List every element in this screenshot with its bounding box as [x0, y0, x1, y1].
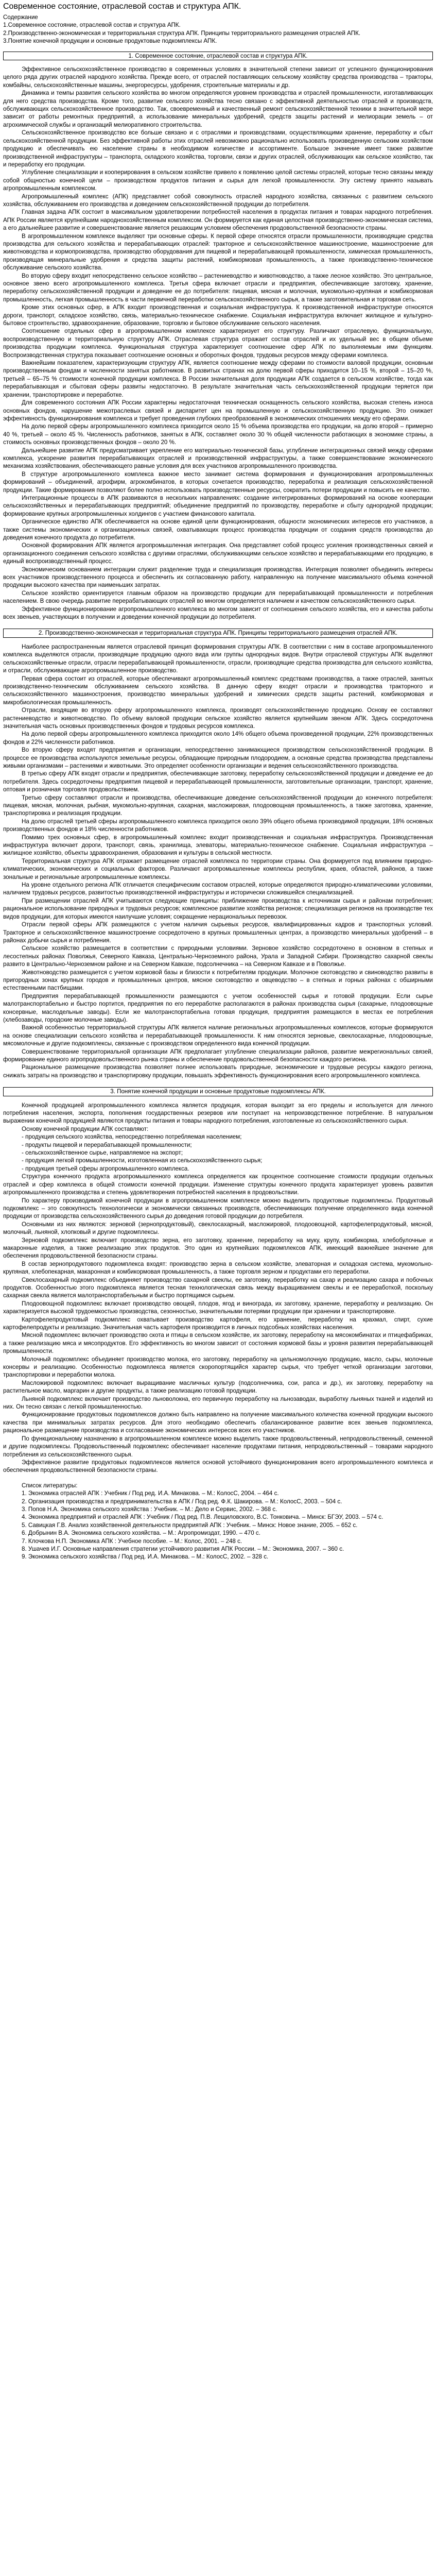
document-body [3, 52, 433, 1475]
reference-item: 8. Ушачев И.Г. Основные направления стратегии устойчивого развития АПК России. – М.: Экономика, 2007. – 360 с. [22, 1545, 344, 1552]
paragraph: Отрасли первой сферы АПК размещаются с учетом наличия сырьевых ресурсов, квалифицированных кадров и транспортных условий. Тракторное и сельскохозяйственное машиностроение сосредоточено в крупных промышленных центрах, а производство минеральных удобрений – в районах добычи сырья и потребления. [3, 921, 433, 944]
paragraph: Мясной подкомплекс включает производство скота и птицы в сельском хозяйстве, их заготовку, переработку на мясокомбинатах и птицефабриках, а также реализацию мяса и мясопродуктов. Его эффективность во многом зависит от состояния кормовой базы и уровня развития перерабатывающей промышленности. [3, 1332, 433, 1355]
toc-heading: Содержание [3, 14, 38, 21]
section-heading-box [3, 52, 433, 60]
reference-item: 4. Экономика предприятий и отраслей АПК : Учебник / Под ред. П.В. Лещиловского, В.С. Тонковича. – Минск: БГЭУ, 2003. – 574 с. [22, 1514, 383, 1521]
paragraph: Третью сферу составляют отрасли и производства, обеспечивающие доведение сельскохозяйственной продукции до конечного потребителя: пищевая, мясная, молочная, рыбная, мукомольно-крупяная, сахарная, масложировая, плодоовощная промышленность, а также заготовка, хранение, транспортировка и реализация продукции. [3, 794, 433, 817]
paragraph: Основной формирования АПК является агропромышленная интеграция. Она представляет собой процесс усиления производственных связей и организационного соединения сельского хозяйства с другими отраслями, обслуживающими сельское хозяйство и перерабатывающими его продукцию, в единый воспроизводственный процесс. [3, 542, 433, 565]
section [3, 1087, 433, 1475]
paragraph: Молочный подкомплекс объединяет производство молока, его заготовку, переработку на цельномолочную продукцию, масло, сыры, молочные консервы и реализацию. Особенностью подкомплекса является скоропортящийся характер сырья, что требует четкой организации заготовки, транспортировки и переработки молока. [3, 1355, 433, 1379]
section-heading-box [3, 629, 433, 637]
paragraph: Важнейшим показателем, характеризующим структуру АПК, является соотношение между сферами по стоимости валовой продукции, основным производственным фондам и численности занятых работников. В развитых странах на долю первой сферы приходится 10–15 %, второй – 15–20 %, третьей – 65–75 % стоимости конечной продукции комплекса. В России значительная доля продукции АПК создается в сельском хозяйстве, тогда как перерабатывающая и сбытовая сферы развиты недостаточно. В результате значительная часть сельскохозяйственной продукции теряется при хранении, транспортировке и переработке. [3, 360, 433, 398]
toc-item[interactable]: 3.Понятие конечной продукции и основные продуктовые подкомплексы АПК. [3, 38, 217, 45]
paragraph: Важной особенностью территориальной структуры АПК является наличие региональных агропромышленных комплексов, которые формируются на основе специализации сельского хозяйства и перерабатывающей промышленности. К ним относятся зерновые, свеклосахарные, плодоовощные, мясомолочные и другие подкомплексы, связанные с производством определенного вида конечной продукции. [3, 1024, 433, 1047]
paragraph: Для современного состояния АПК России характерны недостаточная техническая оснащенность сельского хозяйства, высокая степень износа основных фондов, нарушение межотраслевых связей и диспаритет цен на промышленную и сельскохозяйственную продукцию. Это снижает эффективность функционирования комплекса и требует проведения глубоких преобразований в экономических отношениях между его сферами. [3, 399, 433, 422]
paragraph: Интеграционные процессы в АПК развиваются в нескольких направлениях: создание интегрированных формирований на основе кооперации сельскохозяйственных и перерабатывающих предприятий; объединение предприятий по производству, переработке и сбыту однородной продукции; формирование крупных агропромышленных холдингов с участием финансового капитала. [3, 494, 433, 517]
paragraph: Во вторую сферу входит непосредственно сельское хозяйство – растениеводство и животноводство, а также лесное хозяйство. Это центральное, основное звено всего агропромышленного комплекса. Третья сфера включает отрасли и предприятия, обеспечивающие заготовку, хранение, переработку сельскохозяйственной продукции и доведение ее до потребителя: пищевая, мясная и молочная, мукомольно-крупяная и комбикормовая промышленность, легкая промышленность в части первичной переработки сельскохозяйственного сырья, а также заготовительная и торговая сеть. [3, 272, 433, 303]
section [3, 629, 433, 1079]
paragraph: Агропромышленный комплекс (АПК) представляет собой совокупность отраслей народного хозяйства, связанных с развитием сельского хозяйства, обслуживанием его производства и доведением сельскохозяйственной продукции до потребителя. [3, 193, 433, 208]
paragraph: При размещении отраслей АПК учитываются следующие принципы: приближение производства к источникам сырья и районам потребления; рациональное использование природных и трудовых ресурсов; комплексное развитие хозяйства регионов; специализация регионов на производстве тех видов продукции, для которых имеются наилучшие условия; сокращение нерациональных перевозок. [3, 897, 433, 920]
paragraph: По функциональному назначению в агропромышленном комплексе можно выделить также продовольственный, непродовольственный, семенной и другие подкомплексы. Продовольственный подкомплекс обеспечивает население продуктами питания, непродовольственный – товарами народного потребления из сельскохозяйственного сырья. [3, 1435, 433, 1458]
section-heading-box [3, 1087, 433, 1096]
reference-item: 3. Попов Н.А. Экономика сельского хозяйства : Учебник. – М.: Дело и Сервис, 2002. – 368 с. [22, 1505, 277, 1513]
paragraph: Льняной подкомплекс включает производство льноволокна, его первичную переработку на льнозаводах, выработку льняных тканей и изделий из них. Он тесно связан с легкой промышленностью. [3, 1395, 433, 1411]
paragraph: Плодоовощной подкомплекс включает производство овощей, плодов, ягод и винограда, их заготовку, хранение, переработку и реализацию. Он характеризуется высокой трудоемкостью производства, сезонностью, значительными потерями продукции при хранении и транспортировке. [3, 1300, 433, 1315]
paragraph: Зерновой подкомплекс включает производство зерна, его заготовку, хранение, переработку на муку, крупу, комбикорма, хлебобулочные и макаронные изделия, а также реализацию этих продуктов. Это один из крупнейших подкомплексов АПК, имеющий важнейшее значение для обеспечения продовольственной безопасности страны. [3, 1236, 433, 1260]
paragraph: Во вторую сферу входят предприятия и организации, непосредственно занимающиеся производством сельскохозяйственной продукции. В процессе ее производства используются земельные ресурсы, обладающие природным плодородием, а основные средства производства представлены живыми организмами – растениями и животными. Это определяет особенности организации и ведения сельскохозяйственного производства. [3, 747, 433, 769]
section-heading: 3. Понятие конечной продукции и основные продуктовые подкомплексы АПК. [110, 1088, 326, 1095]
paragraph: На долю отраслей третьей сферы агропромышленного комплекса приходится около 39% общего объема производимой продукции, 18% основных производственных фондов и 18% численности работников. [3, 818, 433, 833]
paragraph: Масложировой подкомплекс включает выращивание масличных культур (подсолнечника, сои, рапса и др.), их заготовку, переработку на растительное масло, маргарин и другие продукты, а также реализацию готовой продукции. [3, 1379, 433, 1395]
paragraph: В структуре агропромышленного комплекса важное место занимает система формирования и функционирования агропромышленных формирований – объединений, агрофирм, агрокомбинатов, в которых сочетается производство, переработка и реализация сельскохозяйственной продукции. Такие формирования позволяют более полно использовать производственные ресурсы, сократить потери продукции и повысить ее качество. [3, 470, 433, 494]
paragraph: Предприятия перерабатывающей промышленности размещаются с учетом особенностей сырья и готовой продукции. Если сырье малотранспортабельно и быстро портится, предприятия по его переработке располагаются в районах производства сырья (сахарные, плодоовощные консервные, маслодельные заводы). Если же малотранспортабельна готовая продукция, предприятия размещаются в местах ее потребления (хлебозаводы, городские молочные заводы). [3, 992, 433, 1023]
references-heading: Список литературы: [22, 1482, 78, 1489]
paragraph: Сельскохозяйственное производство все больше связано и с отраслями и производствами, осуществляющими хранение, переработку и сбыт сельскохозяйственной продукции. Без эффективной работы этих отраслей невозможно рационально использовать произведенную сельским хозяйством продукцию и обеспечивать ею население страны в необходимом количестве и ассортименте. Большое значение имеет также развитие производственной инфраструктуры – транспорта, складского хозяйства, торговли, связи и других отраслей, обслуживающих как сельское хозяйство, так и переработку его продукции. [3, 129, 433, 168]
list-item: - сельскохозяйственное сырье, направляемое на экспорт; [22, 1149, 183, 1157]
paragraph: Животноводство размещается с учетом кормовой базы и близости к потребителям продукции. Молочное скотоводство и свиноводство развиты в пригородных зонах крупных городов и промышленных центров, мясное скотоводство и овцеводство – в степных и горных районах с обширными естественными пастбищами. [3, 969, 433, 992]
paragraph: На долю первой сферы агропромышленного комплекса приходится около 14% общего объема произведенной продукции, 22% производственных фондов и 22% численности работников. [3, 731, 433, 745]
paragraph: Отрасли, входящие во вторую сферу агропромышленного комплекса, производят сельскохозяйственную продукцию. Основу ее составляют растениеводство и животноводство. По объему валовой продукции сельское хозяйство является крупнейшим звеном АПК. Здесь сосредоточена значительная часть основных производственных фондов и трудовых ресурсов комплекса. [3, 707, 433, 730]
paragraph: Экономическим основанием интеграции служит разделение труда и специализация производства. Интеграция позволяет объединить интересы всех участников производственного процесса и обеспечить их согласованную работу, направленную на получение максимального объема конечной продукции высокого качества при наименьших затратах. [3, 566, 433, 589]
paragraph: Свеклосахарный подкомплекс объединяет производство сахарной свеклы, ее заготовку, переработку на сахар и реализацию сахара и побочных продуктов. Особенностью этого подкомплекса является тесная технологическая связь между выращиванием свеклы и ее переработкой, поскольку сахарная свекла является малотранспортабельным и быстро портящимся сырьем. [3, 1276, 433, 1299]
toc-item[interactable]: 2.Производственно-экономическая и территориальная структура АПК. Принципы территориального размещения отраслей АПК. [3, 29, 361, 37]
paragraph: Картофелепродуктовый подкомплекс охватывает производство картофеля, его хранение, переработку на крахмал, спирт, сухие картофелепродукты и реализацию. Значительная часть картофеля производится в личных подсобных хозяйствах населения. [3, 1316, 433, 1331]
paragraph: Основными из них являются: зерновой (зернопродуктовый), свеклосахарный, масложировой, плодоовощной, картофелепродуктовый, мясной, молочный, льняной, хлопковый и другие подкомплексы. [3, 1221, 433, 1236]
references-list [3, 1489, 433, 1561]
paragraph: Структура конечного продукта агропромышленного комплекса определяется как процентное соотношение стоимости продукции отдельных отраслей и сфер комплекса в общей стоимости конечной продукции. Изменение структуры конечного продукта характеризует уровень развития агропромышленного производства и степень удовлетворения потребностей населения в продовольствии. [3, 1173, 433, 1196]
paragraph: Совершенствование территориальной организации АПК предполагает углубление специализации районов, развитие межрегиональных связей, формирование единого агропродовольственного рынка страны и обеспечение продовольственной безопасности каждого региона. [3, 1048, 433, 1063]
paragraph: Помимо трех основных сфер, в агропромышленный комплекс входит производственная и социальная инфраструктура. Производственная инфраструктура включает дороги, транспорт, связь, хранилища, элеваторы, материально-техническое снабжение. Социальная инфраструктура – жилищное хозяйство, объекты здравоохранения, образования и культуры в сельской местности. [3, 834, 433, 857]
paragraph: Территориальная структура АПК отражает размещение отраслей комплекса по территории страны. Она формируется под влиянием природно-климатических, экономических и социальных факторов. Различают агропромышленные комплексы республик, краев, областей, районов, а также зональные и региональные агропромышленные комплексы. [3, 857, 433, 880]
section-heading: 2. Производственно-экономическая и территориальная структура АПК. Принципы территориального размещения отраслей АПК. [38, 630, 398, 637]
paragraph: Конечной продукцией агропромышленного комплекса является продукция, которая выходит за его пределы и используется для личного потребления населения, экспорта, пополнения государственных резервов или поступает на непроизводственное потребление. В натуральном выражении конечной продукцией являются продукты питания и товары народного потребления, изготовленные из сельскохозяйственного сырья. [3, 1101, 433, 1125]
paragraph: Динамика и темпы развития сельского хозяйства во многом определяются уровнем производства и отраслей промышленности, изготавливающих для него средства производства. Кроме того, развитие сельского хозяйства тесно связано с эффективной деятельностью отраслей и производств, обслуживающих сельскохозяйственное производство. Так, своевременный и качественный ремонт сельскохозяйственной техники в значительной мере зависит от работы ремонтных предприятий, а использование минеральных удобрений, средств защиты растений и мелиорации земель – от агрохимической службы и организаций мелиоративного строительства. [3, 90, 433, 128]
paragraph: В состав зернопродуктового подкомплекса входят: производство зерна в сельском хозяйстве, элеваторная и складская система, мукомольно-крупяная, хлебопекарная, макаронная и комбикормовая промышленность, а также торговля зерном и продуктами его переработки. [3, 1260, 433, 1276]
paragraph: На уровне отдельного региона АПК отличается специфическим составом отраслей, которые определяются природно-климатическими условиями, наличием трудовых ресурсов, развитостью производственной инфраструктуры и исторически сложившейся специализацией. [3, 882, 433, 896]
reference-item: 5. Савицкая Г.В. Анализ хозяйственной деятельности предприятий АПК : Учебник. – Минск: Новое знание, 2005. – 652 с. [22, 1521, 358, 1529]
paragraph: Кроме этих основных сфер, в АПК входит производственная и социальная инфраструктура. К производственной инфраструктуре относятся дороги, транспорт, складское хозяйство, связь, материально-техническое снабжение. Социальная инфраструктура включает жилищное и культурно-бытовое строительство, здравоохранение, образование, торговлю и бытовое обслуживание сельского населения. [3, 304, 433, 327]
list-item: - продукты пищевой и перерабатывающей промышленности; [22, 1141, 192, 1148]
paragraph: В агропромышленном комплексе выделяют три основные сферы. К первой сфере относятся отрасли промышленности, производящие средства производства для сельского хозяйства и перерабатывающих отраслей: тракторное и сельскохозяйственное машиностроение, машиностроение для животноводства и кормопроизводства, производство оборудования для пищевой и перерабатывающей промышленности, химическая промышленность, производящая минеральные удобрения и средства защиты растений, комбикормовая промышленность, а также производственно-техническое обслуживание сельского хозяйства. [3, 232, 433, 272]
paragraph: Органическое единство АПК обеспечивается на основе единой цели функционирования, общности экономических интересов его участников, а также системы экономических и организационных связей, охватывающих процесс производства продукции от создания средств производства до доведения конечного продукта до потребителя. [3, 518, 433, 541]
paragraph: По характеру производимой конечной продукции в агропромышленном комплексе можно выделить продуктовые подкомплексы. Продуктовый подкомплекс – это совокупность технологически и экономически связанных производств, обеспечивающих получение определенного вида конечной продукции от производства сельскохозяйственного сырья до доведения готовой продукции до потребителя. [3, 1197, 433, 1220]
section [3, 52, 433, 621]
list-item: - продукция сельского хозяйства, непосредственно потребляемая населением; [22, 1133, 242, 1141]
section-heading: 1. Современное состояние, отраслевой состав и структура АПК. [128, 52, 308, 59]
paragraph: Соотношение отдельных сфер в агропромышленном комплексе характеризует его структуру. Различают отраслевую, функциональную, воспроизводственную и территориальную структуру АПК. Отраслевая структура отражает состав отраслей и их удельный вес в общем объеме производства продукции комплекса. Функциональная структура характеризует соотношение сфер АПК по выполняемым ими функциям. Воспроизводственная структура показывает соотношение основных и оборотных фондов, трудовых ресурсов между сферами комплекса. [3, 328, 433, 359]
paragraph: Функционирование продуктовых подкомплексов должно быть направлено на получение максимального количества конечной продукции высокого качества при минимальных затратах ресурсов. Для этого необходимо обеспечить сбалансированное развитие всех звеньев подкомплекса, рациональное размещение производства и согласование экономических интересов всех его участников. [3, 1411, 433, 1434]
reference-item: 7. Клочкова Н.П. Экономика АПК : Учебное пособие. – М.: Колос, 2001. – 248 с. [22, 1537, 242, 1545]
paragraph: Эффективное функционирование агропромышленного комплекса во многом зависит от соотношения сельского хозяйства, его и качества работы всех звеньев, участвующих в получении и доведении конечной продукции до потребителя. [3, 605, 433, 621]
paragraph: Эффективное развитие продуктовых подкомплексов является основой устойчивого функционирования всего агропромышленного комплекса и обеспечения продовольственной безопасности страны. [3, 1459, 433, 1474]
list-item: - продукция легкой промышленности, изготовленная из сельскохозяйственного сырья; [22, 1157, 263, 1164]
paragraph: Углубление специализации и кооперирования в сельском хозяйстве привело к появлению целой системы отраслей, которые тесно связаны между собой общностью конечной цели – производством продуктов питания и сырья для легкой промышленности. Эту систему принято называть агропромышленным комплексом. [3, 169, 433, 192]
paragraph: Основу конечной продукции АПК составляют: [22, 1125, 149, 1132]
paragraph: Главная задача АПК состоит в максимальном удовлетворении потребностей населения в продуктах питания и товарах народного потребления. АПК России является крупнейшим народнохозяйственным комплексом. Он формируется как единая целостная производственно-экономическая система, а его дальнейшее развитие и совершенствование является решающим условием обеспечения продовольственной безопасности страны. [3, 209, 433, 232]
paragraph: Наиболее распространенным является отраслевой принцип формирования структуры АПК. В соответствии с ним в составе агропромышленного комплекса выделяются отрасли, производящие продукцию одного вида или группы однородных видов. Внутри отраслевой структуры АПК выделяют сельскохозяйственные отрасли, отрасли перерабатывающей промышленности, отрасли, производящие средства производства для сельского хозяйства, и отрасли, обслуживающие агропромышленное производство. [3, 643, 433, 674]
paragraph: На долю первой сферы агропромышленного комплекса приходится около 15 % объема производства его продукции, на долю второй – примерно 40 %, третьей – около 45 %. Численность работников, занятых в АПК, составляет около 30 % общей численности работающих в экономике страны, а стоимость основных производственных фондов – около 20 %. [3, 423, 433, 446]
paragraph: В третью сферу АПК входят отрасли и предприятия, обеспечивающие заготовку, переработку сельскохозяйственной продукции и доведение ее до потребителя. Здесь сосредоточены предприятия пищевой и перерабатывающей промышленности, заготовительные организации, транспорт, хранение, оптовая и розничная торговля продовольствием. [3, 770, 433, 793]
list-item: - продукция третьей сферы агропромышленного комплекса. [22, 1165, 189, 1172]
references-section [3, 1482, 433, 1561]
paragraph: Эффективное сельскохозяйственное производство в современных условиях в значительной степени зависит от успешного функционирования целого ряда других отраслей народного хозяйства. Прежде всего, от отраслей поставляющих сельскому хозяйству средства производства – тракторы, комбайны, сельскохозяйственные машины, энергоресурсы, удобрения, строительные материалы и др. [3, 66, 433, 89]
paragraph: Сельское хозяйство размещается в соответствии с природными условиями. Зерновое хозяйство сосредоточено в основном в степных и лесостепных районах Поволжья, Северного Кавказа, Центрально-Черноземного района, Урала и Западной Сибири. Производство сахарной свеклы развито в Центрально-Черноземном районе и на Северном Кавказе, подсолнечника – на Северном Кавказе и в Поволжье. [3, 945, 433, 968]
reference-item: 6. Добрынин В.А. Экономика сельского хозяйства. – М.: Агропромиздат, 1990. – 470 с. [22, 1530, 260, 1537]
document-title: Современное состояние, отраслевой состав и структура АПК. [3, 2, 241, 11]
reference-item: 2. Организация производства и предпринимательства в АПК / Под ред. Ф.К. Шакирова. – М.: КолосС, 2003. – 504 с. [22, 1498, 342, 1505]
paragraph: Рациональное размещение производства позволяет полнее использовать природные, экономические и трудовые ресурсы каждого региона, снижать затраты на производство и транспортировку продукции, повышать эффективность функционирования всего агропромышленного комплекса. [3, 1064, 433, 1079]
paragraph: Первая сфера состоит из отраслей, которые обеспечивают агропромышленный комплекс средствами производства, а также отраслей, занятых производственно-техническим обслуживанием сельского хозяйства. В данную сферу входят отрасли и производства тракторного и сельскохозяйственного машиностроения, производство минеральных удобрений и химических средств защиты растений, комбикормовая и микробиологическая промышленность. [3, 675, 433, 706]
reference-item: 9. Экономика сельского хозяйства / Под ред. И.А. Минакова. – М.: КолосС, 2002. – 328 с. [22, 1553, 269, 1561]
toc-item[interactable]: 1.Современное состояние, отраслевой состав и структура АПК. [3, 22, 181, 29]
paragraph: Сельское хозяйство ориентируется главным образом на производство продукции для перерабатывающей промышленности и потребления населением. В свою очередь развитие перерабатывающих отраслей во многом определяется наличием и качеством сельскохозяйственного сырья. [3, 589, 433, 605]
reference-item: 1. Экономика отраслей АПК : Учебник / Под ред. И.А. Минакова. – М.: КолосС, 2004. – 464 с. [22, 1490, 279, 1497]
paragraph: Дальнейшее развитие АПК предусматривает укрепление его материально-технической базы, углубление интеграционных связей между сферами комплекса, ускорение развития перерабатывающих отраслей и производственной инфраструктуры, а также совершенствование экономического механизма хозяйствования, обеспечивающего равные условия для всех участников агропромышленного производства. [3, 447, 433, 470]
table-of-contents [3, 13, 433, 45]
